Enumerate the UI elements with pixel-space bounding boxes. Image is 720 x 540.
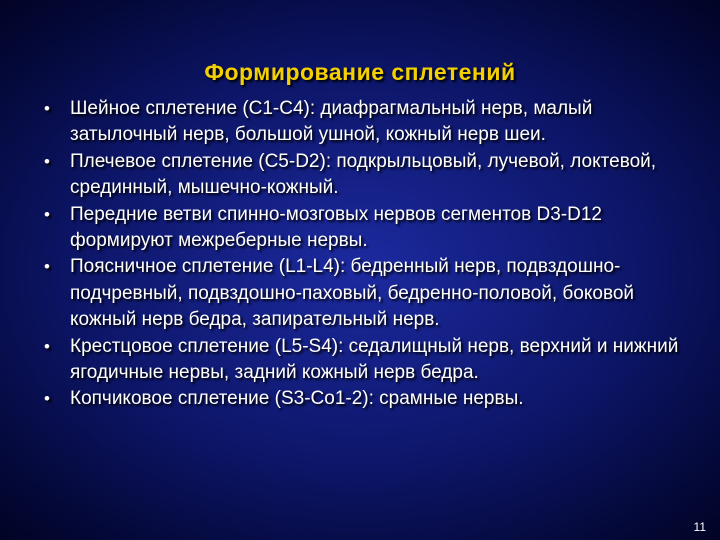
slide-title: Формирование сплетений <box>204 59 516 85</box>
bullet-marker: • <box>44 336 50 356</box>
bullet-text: Копчиковое сплетение (S3-Co1-2): срамные нервы. <box>70 388 524 410</box>
bullet-marker: • <box>44 151 50 171</box>
bullet-item-intercostal-nerves <box>44 202 680 255</box>
bullet-list <box>44 96 680 413</box>
bullet-text: Крестцовое сплетение (L5-S4): седалищный нерв, верхний и нижний ягодичные нервы, задний кожный нерв бедра. <box>70 335 679 384</box>
bullet-marker: • <box>44 389 50 409</box>
bullet-item-lumbar-plexus <box>44 254 680 333</box>
bullet-item-cervical-plexus <box>44 96 680 149</box>
bullet-marker: • <box>44 257 50 277</box>
bullet-item-sacral-plexus <box>44 334 680 387</box>
bullet-item-brachial-plexus <box>44 149 680 202</box>
bullet-marker: • <box>44 204 50 224</box>
bullet-marker: • <box>44 99 50 118</box>
bullet-text: Поясничное сплетение (L1-L4): бедренный нерв, подвздошно-подчревный, подвздошно-паховый, бедренно-половой, боковой кожный нерв бедра, запирательный нерв. <box>70 256 635 331</box>
bullet-text: Шейное сплетение (С1-С4): диафрагмальный нерв, малый затылочный нерв, большой ушной, кожный нерв шеи. <box>70 98 593 146</box>
bullet-text: Плечевое сплетение (С5-D2): подкрыльцовый, лучевой, локтевой, срединный, мышечно-кожный. <box>70 150 657 199</box>
page-number: 11 <box>693 520 706 534</box>
bullet-item-coccygeal-plexus <box>44 386 680 412</box>
bullet-text: Передние ветви спинно-мозговых нервов сегментов D3-D12 формируют межреберные нервы. <box>70 203 602 252</box>
